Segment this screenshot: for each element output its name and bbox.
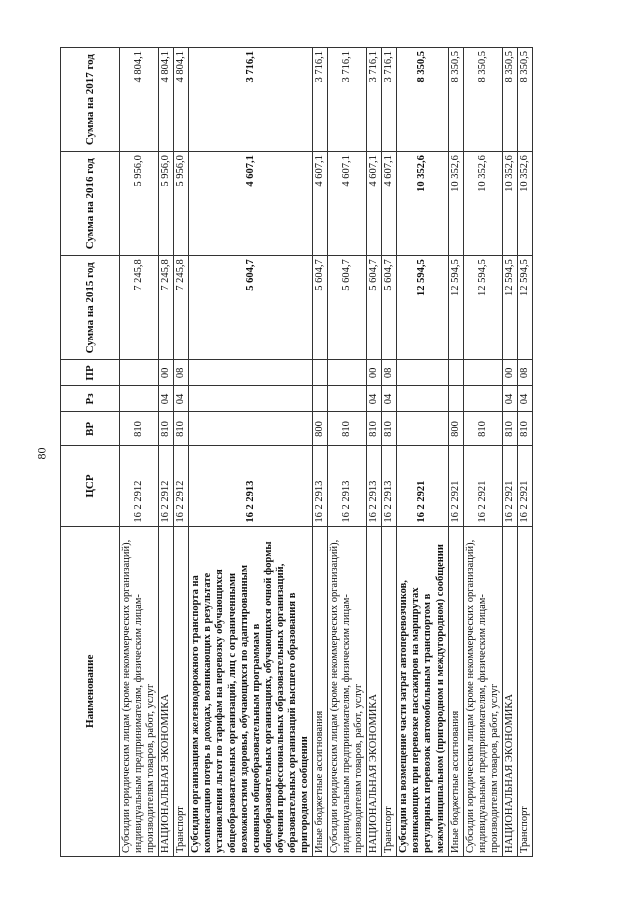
- cell-pr: 00: [367, 360, 382, 386]
- cell-sum-2016: 10 352,6: [502, 152, 517, 256]
- cell-rz: [397, 386, 448, 412]
- cell-name: Субсидии на возмещение части затрат автоперевозчиков, возникающих при перевозке пассажиров на маршрутах регулярных перевозок автомобильным транспортом в межмуниципальном (пригородном и междугородном) сообщении: [397, 526, 448, 856]
- cell-pr: [463, 360, 502, 386]
- cell-csr: 16 2 2921: [517, 446, 532, 526]
- cell-name: Субсидии юридическим лицам (кроме некоммерческих организаций), индивидуальным предпринимателям, физическим лицам-производителям товаров, работ, услуг: [328, 526, 367, 856]
- cell-sum-2017: 3 716,1: [189, 48, 313, 152]
- cell-csr: 16 2 2912: [159, 446, 174, 526]
- cell-sum-2015: 5 604,7: [312, 256, 327, 360]
- cell-pr: [189, 360, 313, 386]
- cell-name: Иные бюджетные ассигнования: [448, 526, 463, 856]
- cell-sum-2016: 4 607,1: [382, 152, 397, 256]
- cell-csr: 16 2 2921: [502, 446, 517, 526]
- cell-sum-2015: 12 594,5: [448, 256, 463, 360]
- cell-rz: 04: [502, 386, 517, 412]
- cell-vr: 800: [312, 412, 327, 446]
- cell-rz: [328, 386, 367, 412]
- cell-rz: 04: [367, 386, 382, 412]
- cell-rz: [120, 386, 159, 412]
- cell-name: Субсидии организациям железнодорожного транспорта на компенсацию потерь в доходах, возникающих в результате установления льгот по тарифам на перевозку обучающихся общеобразовательных организаций, лиц с ограниченными возможностями здоровья, обучающихся по адаптированным основным общеобразовательным программам в общеобразовательных организациях, обучающихся очной формы обучения профессиональных образовательных организаций, образовательных организаций высшего образования в пригородном сообщении: [189, 526, 313, 856]
- table-row: [367, 48, 382, 857]
- cell-csr: 16 2 2912: [174, 446, 189, 526]
- cell-sum-2016: 4 607,1: [328, 152, 367, 256]
- cell-sum-2015: 7 245,8: [120, 256, 159, 360]
- cell-csr: 16 2 2913: [382, 446, 397, 526]
- table-row: [174, 48, 189, 857]
- table-row: [120, 48, 159, 857]
- table-header-row: [61, 48, 120, 857]
- cell-sum-2015: 5 604,7: [382, 256, 397, 360]
- table-row: [382, 48, 397, 857]
- cell-rz: [448, 386, 463, 412]
- cell-sum-2017: 3 716,1: [328, 48, 367, 152]
- cell-sum-2016: 5 956,0: [120, 152, 159, 256]
- table-row: [397, 48, 448, 857]
- header-sum-2015: Сумма на 2015 год: [61, 256, 120, 360]
- header-vr: ВР: [61, 412, 120, 446]
- table-row: [189, 48, 313, 857]
- cell-vr: 810: [502, 412, 517, 446]
- cell-name: Транспорт: [517, 526, 532, 856]
- cell-sum-2016: 4 607,1: [367, 152, 382, 256]
- budget-table: [60, 47, 533, 857]
- cell-sum-2015: 5 604,7: [367, 256, 382, 360]
- cell-sum-2017: 4 804,1: [174, 48, 189, 152]
- cell-vr: 810: [159, 412, 174, 446]
- cell-sum-2017: 4 804,1: [120, 48, 159, 152]
- header-pr: ПР: [61, 360, 120, 386]
- cell-pr: [328, 360, 367, 386]
- cell-pr: [397, 360, 448, 386]
- cell-sum-2017: 8 350,5: [397, 48, 448, 152]
- cell-sum-2015: 12 594,5: [397, 256, 448, 360]
- cell-sum-2016: 10 352,6: [463, 152, 502, 256]
- cell-pr: 00: [502, 360, 517, 386]
- cell-pr: 08: [174, 360, 189, 386]
- header-name: Наименование: [61, 526, 120, 856]
- cell-sum-2016: 10 352,6: [448, 152, 463, 256]
- cell-csr: 16 2 2921: [448, 446, 463, 526]
- cell-sum-2017: 3 716,1: [367, 48, 382, 152]
- cell-pr: 00: [159, 360, 174, 386]
- cell-rz: 04: [174, 386, 189, 412]
- cell-sum-2015: 7 245,8: [159, 256, 174, 360]
- cell-vr: 810: [328, 412, 367, 446]
- cell-vr: 810: [174, 412, 189, 446]
- cell-sum-2016: 10 352,6: [517, 152, 532, 256]
- cell-vr: [397, 412, 448, 446]
- cell-sum-2016: 5 956,0: [159, 152, 174, 256]
- cell-sum-2017: 8 350,5: [502, 48, 517, 152]
- table-row: [448, 48, 463, 857]
- cell-sum-2017: 3 716,1: [382, 48, 397, 152]
- cell-name: НАЦИОНАЛЬНАЯ ЭКОНОМИКА: [502, 526, 517, 856]
- cell-sum-2016: 4 607,1: [312, 152, 327, 256]
- cell-vr: 800: [448, 412, 463, 446]
- header-sum-2017: Сумма на 2017 год: [61, 48, 120, 152]
- cell-name: Иные бюджетные ассигнования: [312, 526, 327, 856]
- cell-pr: 08: [382, 360, 397, 386]
- table-body: [120, 48, 533, 857]
- table-row: [502, 48, 517, 857]
- cell-sum-2015: 7 245,8: [174, 256, 189, 360]
- cell-csr: 16 2 2921: [397, 446, 448, 526]
- cell-sum-2017: 8 350,5: [448, 48, 463, 152]
- cell-sum-2017: 8 350,5: [517, 48, 532, 152]
- cell-name: Субсидии юридическим лицам (кроме некоммерческих организаций), индивидуальным предпринимателям, физическим лицам-производителям товаров, работ, услуг: [120, 526, 159, 856]
- cell-vr: 810: [517, 412, 532, 446]
- page-number: 80: [34, 447, 49, 460]
- cell-pr: [448, 360, 463, 386]
- cell-csr: 16 2 2913: [328, 446, 367, 526]
- cell-vr: 810: [463, 412, 502, 446]
- cell-name: НАЦИОНАЛЬНАЯ ЭКОНОМИКА: [159, 526, 174, 856]
- cell-sum-2015: 12 594,5: [463, 256, 502, 360]
- cell-sum-2016: 10 352,6: [397, 152, 448, 256]
- cell-sum-2017: 4 804,1: [159, 48, 174, 152]
- cell-vr: 810: [120, 412, 159, 446]
- cell-csr: 16 2 2913: [312, 446, 327, 526]
- table-row: [463, 48, 502, 857]
- cell-vr: 810: [367, 412, 382, 446]
- cell-name: Субсидии юридическим лицам (кроме некоммерческих организаций), индивидуальным предпринимателям, физическим лицам-производителям товаров, работ, услуг: [463, 526, 502, 856]
- header-csr: ЦСР: [61, 446, 120, 526]
- cell-sum-2015: 12 594,5: [517, 256, 532, 360]
- cell-name: Транспорт: [382, 526, 397, 856]
- table-row: [312, 48, 327, 857]
- table-row: [517, 48, 532, 857]
- cell-sum-2015: 12 594,5: [502, 256, 517, 360]
- cell-sum-2016: 5 956,0: [174, 152, 189, 256]
- cell-rz: 04: [159, 386, 174, 412]
- cell-pr: 08: [517, 360, 532, 386]
- cell-rz: [463, 386, 502, 412]
- cell-rz: 04: [382, 386, 397, 412]
- header-sum-2016: Сумма на 2016 год: [61, 152, 120, 256]
- table-row: [159, 48, 174, 857]
- table-row: [328, 48, 367, 857]
- cell-csr: 16 2 2921: [463, 446, 502, 526]
- cell-pr: [120, 360, 159, 386]
- cell-pr: [312, 360, 327, 386]
- cell-name: Транспорт: [174, 526, 189, 856]
- cell-csr: 16 2 2912: [120, 446, 159, 526]
- cell-sum-2016: 4 607,1: [189, 152, 313, 256]
- cell-csr: 16 2 2913: [189, 446, 313, 526]
- cell-sum-2015: 5 604,7: [189, 256, 313, 360]
- cell-rz: [312, 386, 327, 412]
- cell-csr: 16 2 2913: [367, 446, 382, 526]
- cell-sum-2017: 3 716,1: [312, 48, 327, 152]
- cell-sum-2015: 5 604,7: [328, 256, 367, 360]
- cell-rz: [189, 386, 313, 412]
- cell-rz: 04: [517, 386, 532, 412]
- header-rz: Рз: [61, 386, 120, 412]
- rotated-page: [60, 47, 580, 857]
- cell-vr: [189, 412, 313, 446]
- cell-vr: 810: [382, 412, 397, 446]
- cell-sum-2017: 8 350,5: [463, 48, 502, 152]
- cell-name: НАЦИОНАЛЬНАЯ ЭКОНОМИКА: [367, 526, 382, 856]
